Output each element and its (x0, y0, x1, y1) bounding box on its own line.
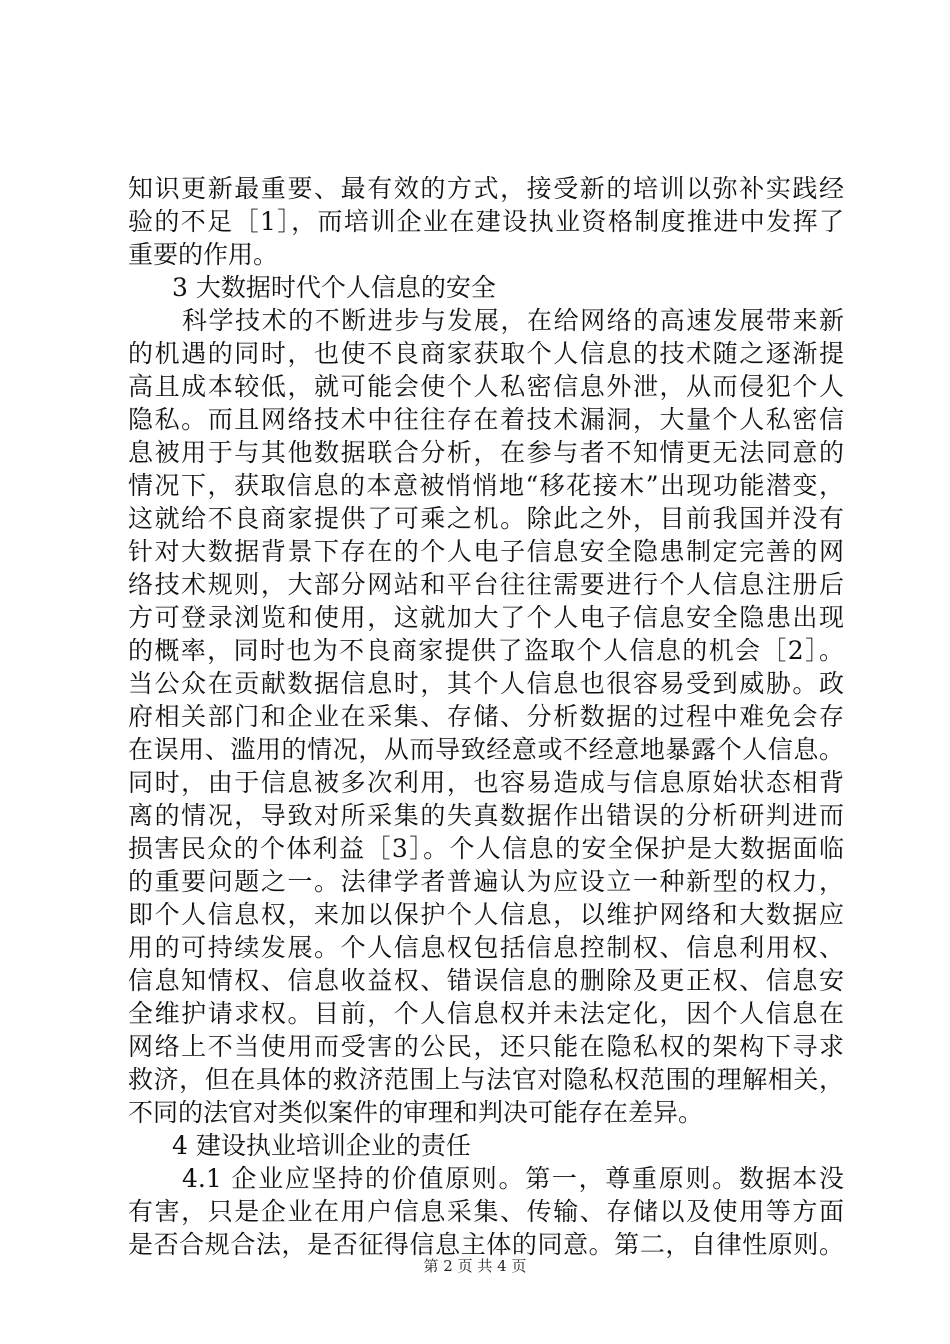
text-line: 网络上不当使用而受害的公民，还只能在隐私权的架构下寻求 (128, 1032, 844, 1061)
text-line: 损害民众的个体利益［3］。个人信息的安全保护是大数据面临 (128, 834, 844, 863)
text-line: 隐私。而且网络技术中往往存在着技术漏洞，大量个人私密信 (128, 405, 844, 434)
text-line: 络技术规则，大部分网站和平台往往需要进行个人信息注册后 (128, 570, 844, 599)
text-line: 不同的法官对类似案件的审理和判决可能存在差异。 (128, 1098, 704, 1127)
text-line: 知识更新最重要、最有效的方式，接受新的培训以弥补实践经 (128, 174, 844, 203)
text-line: 科学技术的不断进步与发展，在给网络的高速发展带来新 (182, 306, 844, 335)
text-line: 同时，由于信息被多次利用，也容易造成与信息原始状态相背 (128, 768, 844, 797)
text-line: 的机遇的同时，也使不良商家获取个人信息的技术随之逐渐提 (128, 339, 844, 368)
section-heading: 4 建设执业培训企业的责任 (172, 1131, 471, 1160)
text-line: 信息知情权、信息收益权、错误信息的删除及更正权、信息安 (128, 966, 844, 995)
text-line: 离的情况，导致对所采集的失真数据作出错误的分析研判进而 (128, 801, 844, 830)
text-line: 府相关部门和企业在采集、存储、分析数据的过程中难免会存 (128, 702, 844, 731)
text-line: 息被用于与其他数据联合分析，在参与者不知情更无法同意的 (128, 438, 844, 467)
text-line: 针对大数据背景下存在的个人电子信息安全隐患制定完善的网 (128, 537, 844, 566)
text-line: 的重要问题之一。法律学者普遍认为应设立一种新型的权力， (128, 867, 844, 896)
text-line: 重要的作用。 (128, 240, 279, 269)
text-line: 当公众在贡献数据信息时，其个人信息也很容易受到威胁。政 (128, 669, 844, 698)
text-line: 即个人信息权，来加以保护个人信息，以维护网络和大数据应 (128, 900, 844, 929)
text-line: 救济，但在具体的救济范围上与法官对隐私权范围的理解相关， (128, 1065, 844, 1094)
text-line: 验的不足［1］，而培训企业在建设执业资格制度推进中发挥了 (128, 207, 844, 236)
section-heading: 3 大数据时代个人信息的安全 (172, 273, 496, 302)
text-line: 是否合规合法，是否征得信息主体的同意。第二，自律性原则。 (128, 1230, 844, 1259)
text-line: 情况下，获取信息的本意被悄悄地“移花接木”出现功能潜变， (128, 471, 844, 500)
text-line: 全维护请求权。目前，个人信息权并未法定化，因个人信息在 (128, 999, 844, 1028)
page-footer: 第 2 页 共 4 页 (423, 1257, 527, 1275)
text-line: 方可登录浏览和使用，这就加大了个人电子信息安全隐患出现 (128, 603, 844, 632)
text-line: 有害，只是企业在用户信息采集、传输、存储以及使用等方面 (128, 1197, 844, 1226)
document-body (128, 172, 844, 1261)
text-line: 的概率，同时也为不良商家提供了盗取个人信息的机会［2］。 (128, 636, 844, 665)
text-line: 4.1 企业应坚持的价值原则。第一，尊重原则。数据本没 (182, 1164, 844, 1193)
text-line: 在误用、滥用的情况，从而导致经意或不经意地暴露个人信息。 (128, 735, 844, 764)
text-line: 高且成本较低，就可能会使个人私密信息外泄，从而侵犯个人 (128, 372, 844, 401)
text-line: 这就给不良商家提供了可乘之机。除此之外，目前我国并没有 (128, 504, 844, 533)
text-line: 用的可持续发展。个人信息权包括信息控制权、信息利用权、 (128, 933, 844, 962)
